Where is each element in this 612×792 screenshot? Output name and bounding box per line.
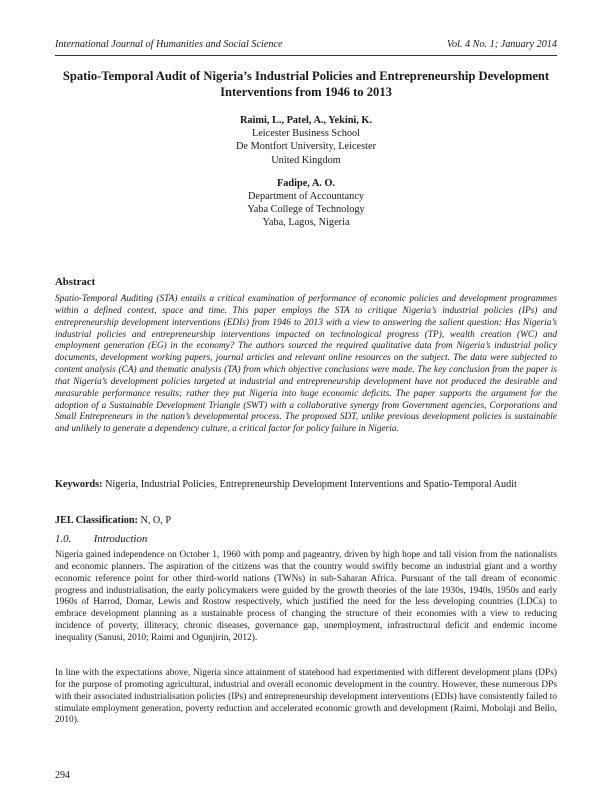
affiliation-line: Yaba College of Technology [247,204,365,216]
jel-label: JEL Classification: [55,515,138,526]
affiliation-line: Leicester Business School [251,128,361,140]
affiliation-line: Department of Accountancy [247,191,365,203]
jel-classification [55,515,557,526]
section-title: Introduction [93,533,148,545]
affiliation-line: De Montfort University, Leicester [235,141,376,153]
author-block [55,114,557,230]
body-paragraph: In line with the expectations above, Nigeria since attainment of statehood had experimented with different development plans (DPs) for the purpose of promoting agricultural, industrial and overall economic development in the country. However, these numerous DPs with their associated industrialisation policies (IPs) and entrepreneurship development interventions (EDIs) have consistently failed to stimulate employment generation, poverty reduction and accelerated economic growth and development (Raimi, Mobolaji and Bello, 2010). [55,668,557,726]
paper-title: Spatio-Temporal Audit of Nigeria’s Industrial Policies and Entrepreneurship Development Interventions from 1946 to 2013 [62,69,550,99]
header-rule [55,55,557,56]
jel-codes: N, O, P [140,515,172,526]
abstract-text: Spatio-Temporal Auditing (STA) entails a critical examination of performance of economic policies and development programmes within a defined context, space and time. This paper employs the STA to critique Nigeria’s industrial policies (IPs) and entrepreneurship development interventions (EDIs) from 1946 to 2013 with a view to answering the salient question: Has Nigeria’s industrial policies and entrepreneurship interventions impacted on technological progress (TP), wealth creation (WC) and employment generation (EG) in the economy? The authors sourced the required qualitative data from Nigeria’s industrial policy documents, development working papers, journal articles and relevant online resources on the subject. The data were subjected to content analysis (CA) and thematic analysis (TA) from which objective conclusions were made. The key conclusion from the paper is that Nigeria’s development policies targeted at industrial and entrepreneurship development have not produced the desirable and measurable performance results; rather they put Nigeria into huge economic deficits. The paper supports the argument for the adoption of a Sustainable Development Triangle (SWT) with a collaborative synergy from Government agencies, Corporations and Small Entrepreneurs in the nation’s developmental process. The proposed SDT, unlike previous development policies is sustainable and unlikely to generate a dependency culture, a critical factor for policy failure in Nigeria. [55,294,557,435]
journal-issue: Vol. 4 No. 1; January 2014 [446,39,557,50]
body-paragraph: Nigeria gained independence on October 1, 1960 with pomp and pageantry, driven by high hope and tall vision from the nationalists and economic planners. The aspiration of the citizens was that the country would swiftly become an industrial giant and a worthy economic reference point for other third-world nations (TWNs) in sub-Saharan Africa. Pursuant of the tall dream of economic progress and industrialisation, the early policymakers were guided by the growth theories of the late 1930s, 1940s, 1950s and early 1960s of Harrod, Domar, Lewis and Rostow respectively, which justified the need for the less developing countries (LDCs) to embrace development planning as a sustainable process of changing the structure of their economies with a view to reducing incidence of poverty, illiteracy, chronic diseases, governance gap, unemployment, infrastructural deficit and endemic income inequality (Sanusi, 2010; Raimi and Ogunjirin, 2012). [55,550,557,643]
section-heading [55,533,147,545]
author-names-2: Fadipe, A. O. [276,177,336,189]
abstract-heading: Abstract [55,276,96,288]
affiliation-line: Yaba, Lagos, Nigeria [262,217,350,229]
author-names-1: Raimi, L., Patel, A., Yekini, K. [239,115,373,126]
page-number: 294 [55,770,70,781]
journal-name: International Journal of Humanities and Social Science [55,39,283,50]
section-number: 1.0. [55,533,72,545]
keywords-label: Keywords: [55,479,103,490]
keywords [55,479,557,492]
affiliation-line: United Kingdom [271,154,341,166]
keywords-text: Nigeria, Industrial Policies, Entrepreneurship Development Interventions and Spatio-Temporal Audit [105,479,517,490]
running-header [55,39,557,50]
spacer [55,167,557,177]
